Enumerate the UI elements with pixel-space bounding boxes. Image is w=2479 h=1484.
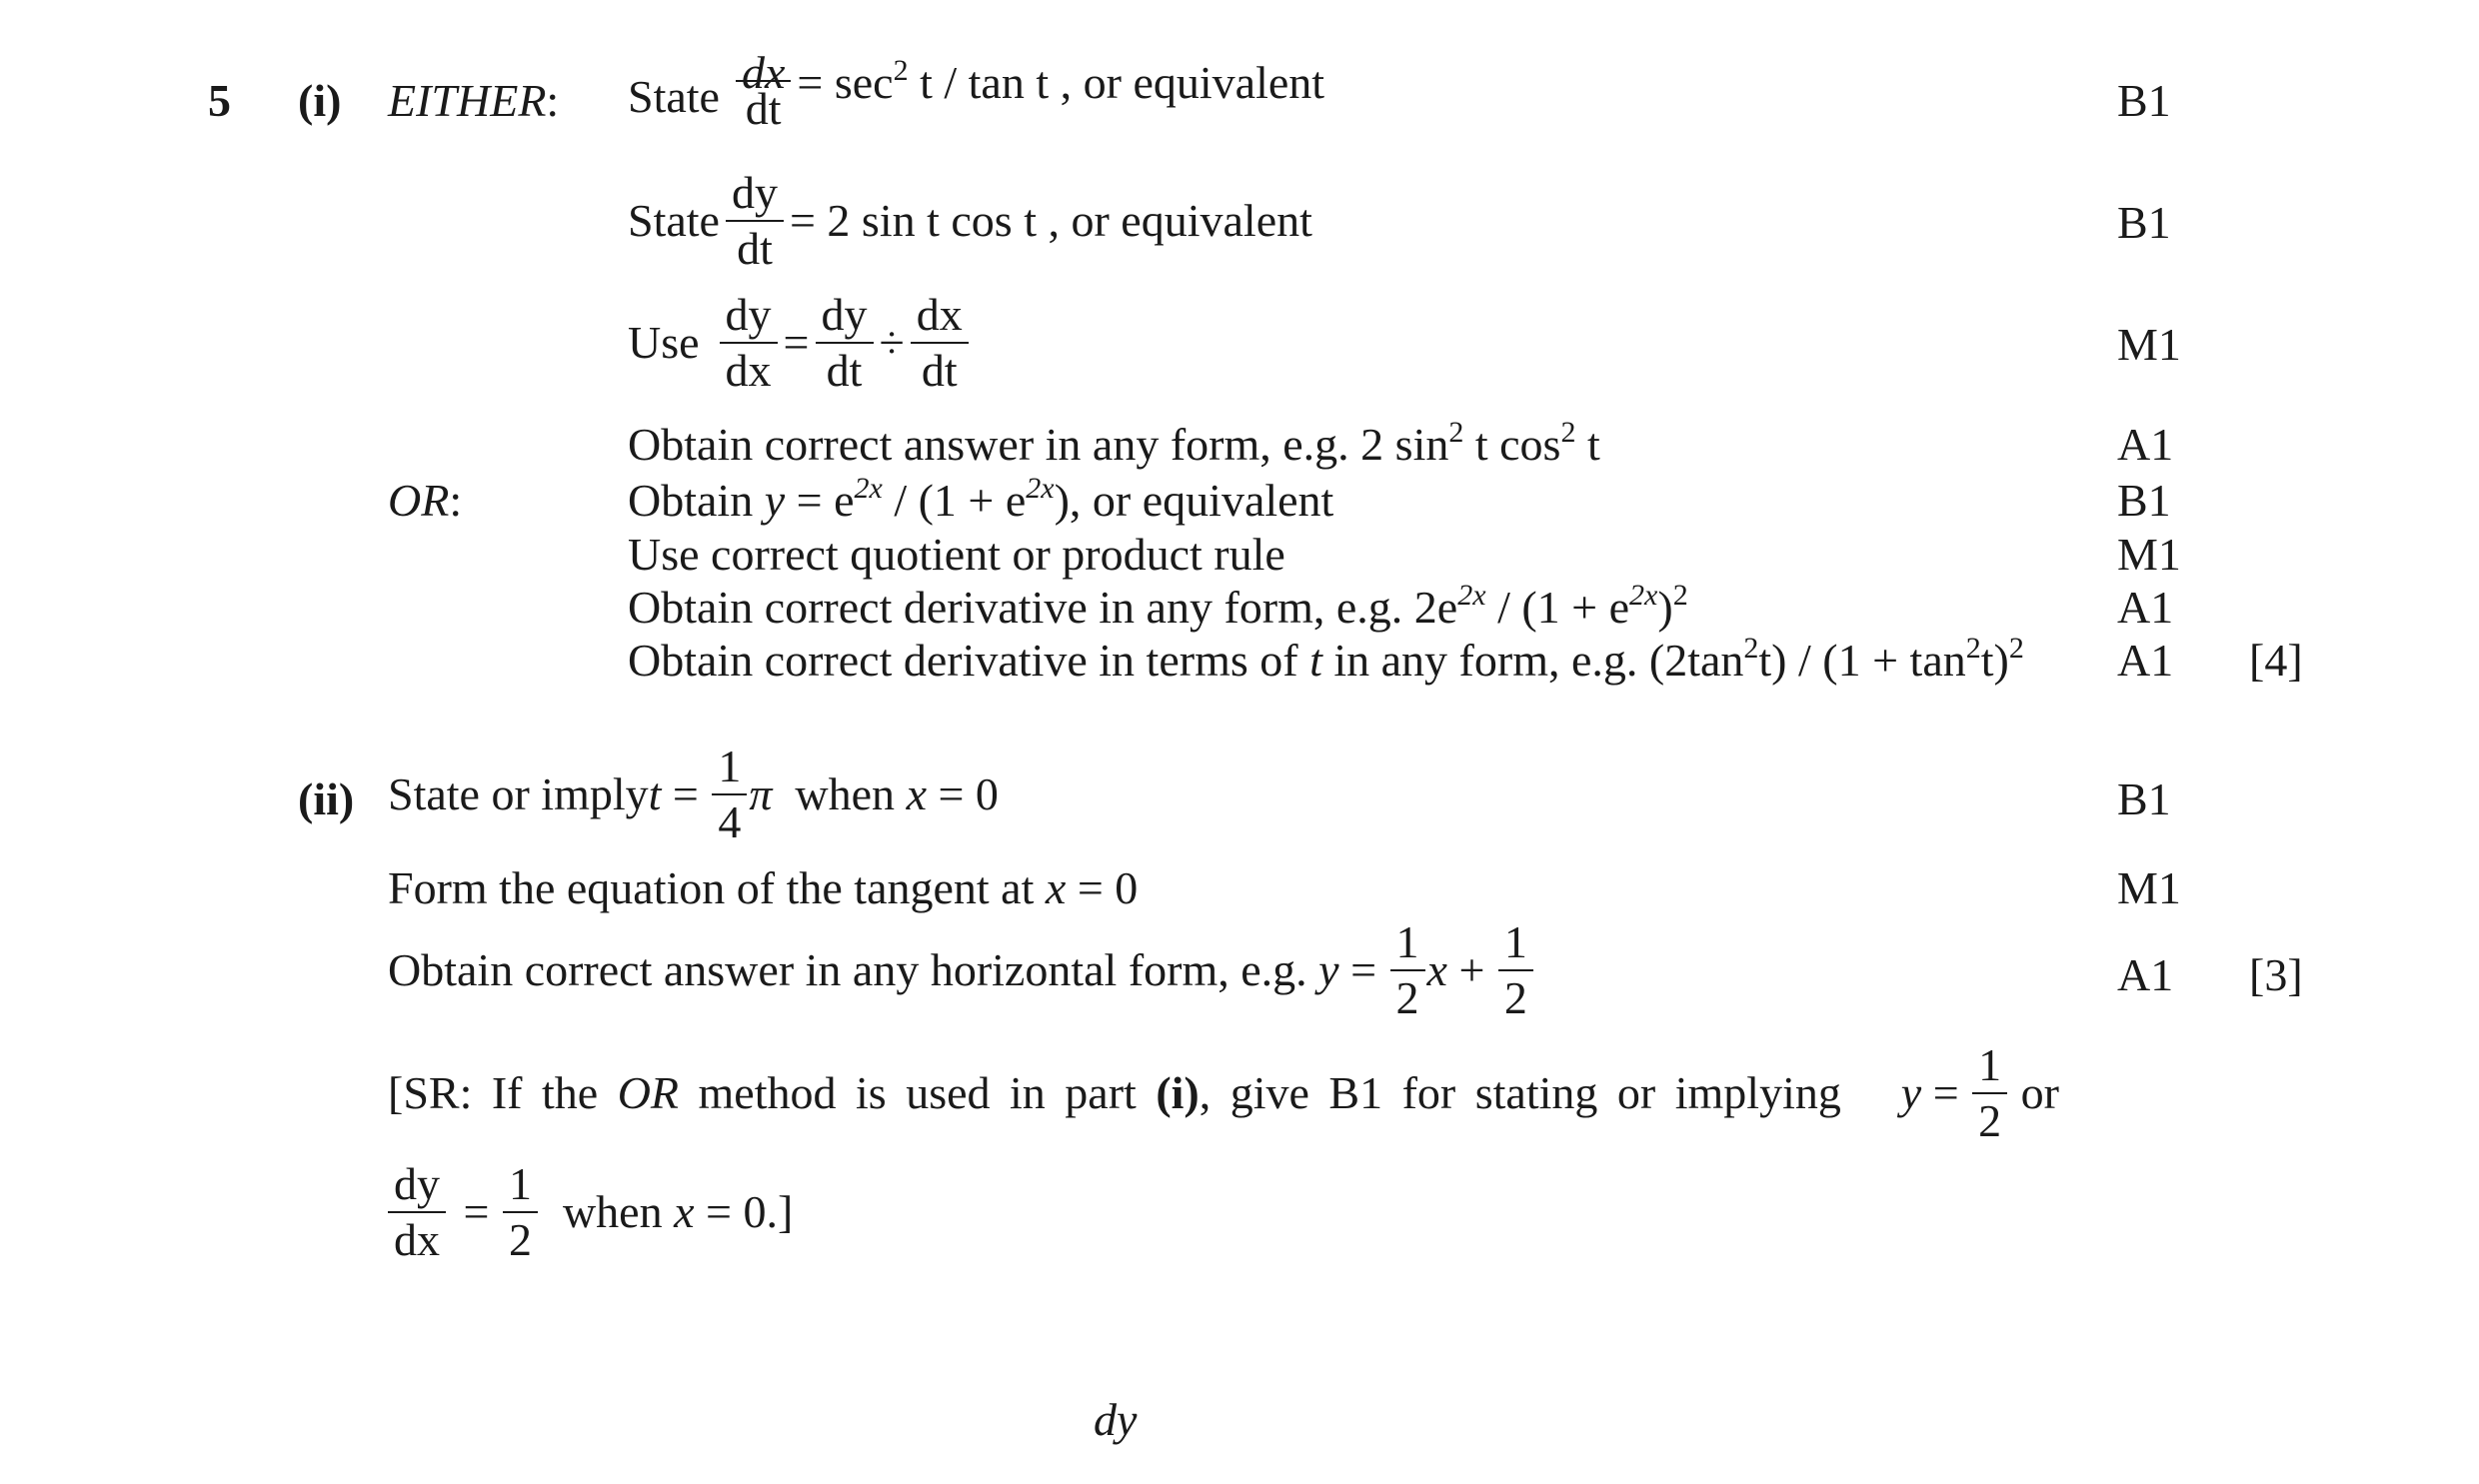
mark-line-5: B1: [2117, 475, 2171, 526]
total-part-i: [4]: [2249, 635, 2303, 686]
sr2-eq: =: [452, 1186, 501, 1237]
line5-sup2: 2x: [1026, 472, 1055, 505]
ii1-c: = 0: [926, 768, 999, 819]
line5-y: y: [764, 475, 786, 526]
line8-sup2: 2: [1965, 632, 1981, 665]
line1-rhs: [797, 54, 1325, 108]
quarter-den: 4: [718, 796, 742, 847]
ii3-eq: =: [1338, 944, 1388, 995]
sr2-half-num: 1: [503, 1161, 538, 1213]
ii3-plus: +: [1446, 944, 1496, 995]
half1-den: 2: [1395, 972, 1419, 1023]
f2-numerator: dy: [816, 292, 874, 344]
quarter-num: 1: [712, 743, 747, 795]
f1-numerator: dy: [720, 292, 778, 344]
sr-half-fraction: [1972, 1039, 2007, 1146]
or-colon: :: [449, 475, 463, 526]
half2-den: 2: [1503, 972, 1527, 1023]
question-number: 5: [208, 75, 231, 126]
part-i-label: (i): [298, 75, 342, 126]
mark-ii-3: A1: [2117, 949, 2174, 1000]
line5-b: = e: [785, 475, 855, 526]
ii1-eq: =: [661, 768, 711, 819]
part-i-line-4: [628, 416, 1600, 470]
part-ii-label: (ii): [298, 773, 355, 824]
line8-d: t): [1980, 635, 2009, 686]
dy-numerator: dy: [726, 170, 784, 222]
part-i-line-5: [628, 472, 1334, 526]
sr2-den: dx: [394, 1214, 440, 1265]
either-label: [388, 75, 560, 126]
dx-dt-fraction-2: [911, 289, 969, 396]
line7-a: Obtain correct derivative in any form, e.g. 2e: [628, 582, 1458, 633]
part-ii-line-1: [388, 743, 999, 845]
sr2-a: when: [539, 1186, 675, 1237]
line1-rhs-a: = sec: [797, 57, 894, 108]
line8-a: Obtain correct derivative in terms of: [628, 635, 1310, 686]
part-i-line-6: Use correct quotient or product rule: [628, 529, 1285, 580]
sr2-x: x: [674, 1186, 695, 1237]
sr-note-line-1: [388, 1039, 2059, 1146]
footer-cut-text: dy: [1094, 1394, 1138, 1445]
line4-sup2: 2: [1560, 416, 1576, 449]
line4-sup1: 2: [1448, 416, 1464, 449]
line3-eq: =: [783, 317, 810, 368]
mark-line-3: M1: [2117, 319, 2181, 370]
sr-a: [SR: If the: [388, 1067, 618, 1118]
part-i-line-8: [628, 632, 2024, 686]
f3-denominator: dt: [921, 345, 958, 396]
line8-sup1: 2: [1743, 632, 1759, 665]
either-text: EITHER: [388, 75, 547, 126]
sr2-half-fraction: [503, 1158, 538, 1265]
line2-text: State: [628, 195, 720, 246]
part-i-line-1: [628, 47, 1325, 134]
sr-y: y: [1900, 1067, 1922, 1118]
dx-numerator: [736, 47, 791, 98]
mark-line-2: B1: [2117, 197, 2171, 248]
sr-i: (i): [1156, 1067, 1200, 1118]
sr2-b: = 0.]: [694, 1186, 794, 1237]
dt-denominator: dt: [737, 223, 773, 274]
footer-cut-fraction: [1094, 1394, 1138, 1445]
line5-a: Obtain: [628, 475, 765, 526]
part-ii-line-2: [388, 862, 1139, 913]
sr-eq: =: [1921, 1067, 1971, 1118]
line7-sup3: 2: [1672, 579, 1688, 612]
line5-d: ), or equivalent: [1054, 475, 1334, 526]
part-i-line-3: [628, 289, 975, 396]
ii2-b: = 0: [1066, 862, 1139, 913]
dy-dt-fraction: [726, 167, 784, 274]
line3-text: Use: [628, 317, 700, 368]
part-i-line-7: [628, 579, 1688, 633]
ii1-pi: π: [749, 768, 773, 819]
line8-t: t: [1309, 635, 1322, 686]
either-colon: :: [546, 75, 560, 126]
sr-text-inner: [388, 1067, 1861, 1118]
line5-c: / (1 + e: [882, 475, 1027, 526]
f1-denominator: dx: [725, 345, 772, 396]
sr-note-line-2: [388, 1158, 794, 1265]
line4-c: t: [1575, 419, 1600, 470]
line3-div: ÷: [879, 317, 905, 368]
line7-sup1: 2x: [1457, 579, 1486, 612]
ii3-x: x: [1426, 944, 1447, 995]
ii2-a: Form the equation of the tangent at: [388, 862, 1046, 913]
mark-line-1: B1: [2117, 75, 2171, 126]
sr-dy-dx-fraction: [388, 1158, 446, 1265]
line7-sup2: 2x: [1629, 579, 1658, 612]
ii1-x: x: [906, 768, 927, 819]
sr-half-num: 1: [1972, 1042, 2007, 1094]
sr2-num: dy: [388, 1161, 446, 1213]
mark-line-7: A1: [2117, 582, 2174, 633]
sr2-half-den: 2: [508, 1214, 532, 1265]
quarter-fraction: [712, 743, 747, 845]
f3-numerator: dx: [911, 292, 969, 344]
dt-denominator: dt: [745, 83, 782, 134]
or-label: [388, 475, 463, 526]
f2-denominator: dt: [826, 345, 863, 396]
sr-c: , give B1 for stating or implying: [1199, 1067, 1861, 1118]
line1-rhs-b: t / tan t , or equivalent: [908, 57, 1325, 108]
total-part-ii: [3]: [2249, 949, 2303, 1000]
mark-ii-2: M1: [2117, 862, 2181, 913]
half-fraction-2: [1498, 916, 1533, 1023]
dx-dt-fraction: [736, 47, 791, 134]
mark-ii-1: B1: [2117, 773, 2171, 824]
dy-dx-fraction: [720, 289, 778, 396]
half1-num: 1: [1390, 919, 1425, 971]
line1-rhs-sup: 2: [893, 54, 909, 87]
line1-text: State: [628, 71, 720, 122]
ii1-t: t: [648, 768, 662, 819]
ii2-x: x: [1045, 862, 1067, 913]
half2-num: 1: [1498, 919, 1533, 971]
sr-half-den: 2: [1978, 1095, 2002, 1146]
line8-c: t) / (1 + tan: [1758, 635, 1966, 686]
dy-dt-fraction-2: [816, 289, 874, 396]
sr-text: [388, 1067, 1901, 1118]
sr-tail: or: [2009, 1067, 2059, 1118]
mark-line-6: M1: [2117, 529, 2181, 580]
line4-a: Obtain correct answer in any form, e.g. 2 sin: [628, 419, 1449, 470]
line8-sup3: 2: [2008, 632, 2024, 665]
sr-or: OR: [617, 1067, 680, 1118]
line2-rhs: = 2 sin t cos t , or equivalent: [789, 195, 1312, 246]
mark-line-8: A1: [2117, 635, 2174, 686]
line4-b: t cos: [1463, 419, 1561, 470]
mark-line-4: A1: [2117, 419, 2174, 470]
dx-numerator-text: dx: [741, 47, 786, 98]
sr-b: method is used in part: [679, 1067, 1157, 1118]
or-text: OR: [388, 475, 450, 526]
line5-sup1: 2x: [854, 472, 883, 505]
half-fraction-1: [1390, 916, 1425, 1023]
line7-c: ): [1657, 582, 1673, 633]
part-ii-line-3: [388, 916, 1535, 1023]
line8-b: in any form, e.g. (2tan: [1321, 635, 1744, 686]
ii3-y: y: [1318, 944, 1339, 995]
ii3-a: Obtain correct answer in any horizontal form, e.g.: [388, 944, 1319, 995]
ii1-b: when: [772, 768, 907, 819]
part-i-line-2: [628, 167, 1312, 274]
line7-b: / (1 + e: [1485, 582, 1630, 633]
ii1-a: State or imply: [388, 768, 649, 819]
